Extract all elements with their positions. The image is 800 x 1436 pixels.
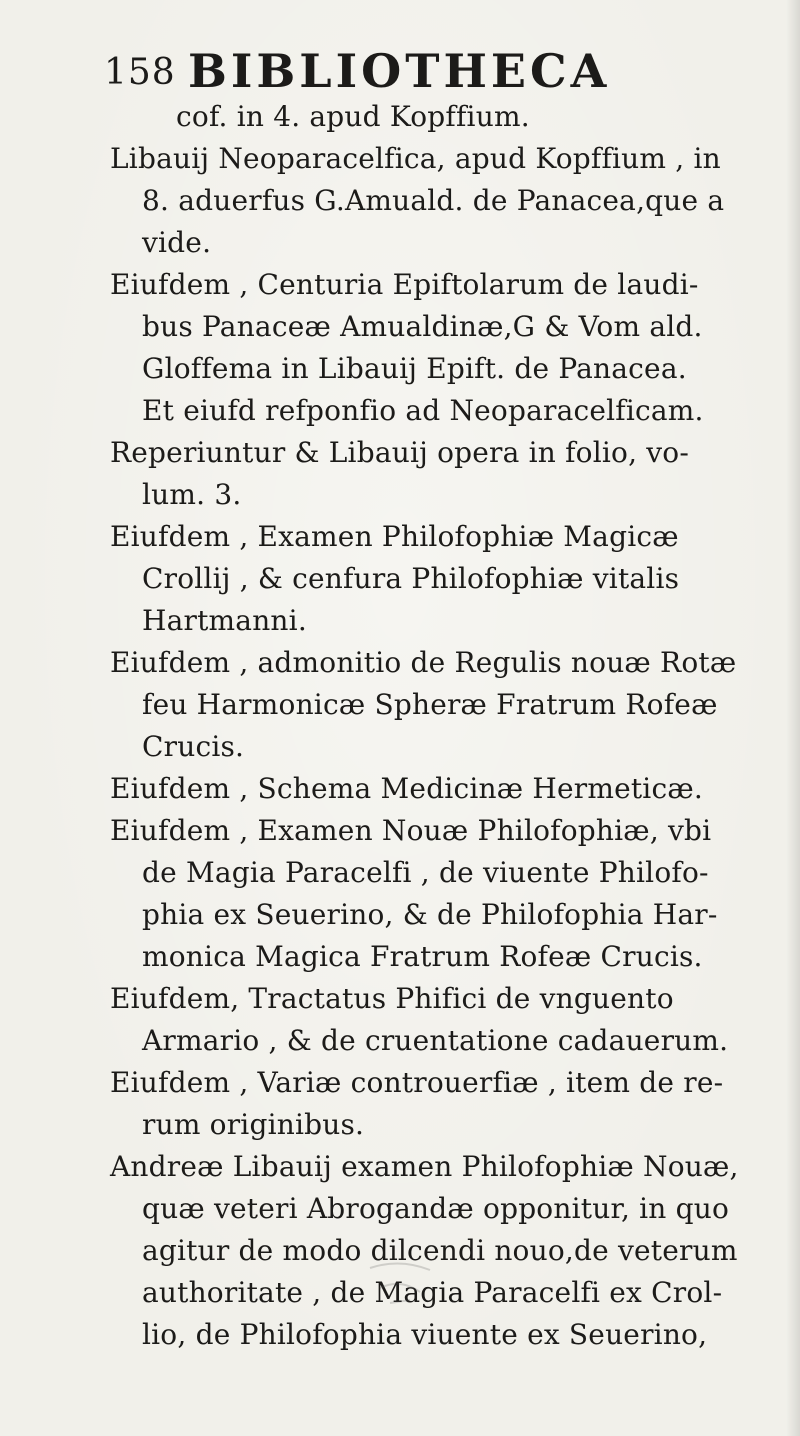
- text-line: lio, de Philofophia viuente ex Seuerino,: [142, 1318, 708, 1351]
- page-number: 158: [104, 52, 176, 93]
- print-smudge: [360, 1258, 440, 1308]
- text-line: Crucis.: [142, 730, 245, 763]
- text-line: rum originibus.: [142, 1108, 365, 1141]
- text-line: quæ veteri Abrogandæ opponitur, in quo: [142, 1192, 730, 1225]
- text-line: feu Harmonicæ Spheræ Fratrum Rofeæ: [142, 688, 718, 721]
- text-line: de Magia Paracelfi , de viuente Philofo-: [142, 856, 709, 889]
- text-line: Gloffema in Libauij Epift. de Panacea.: [142, 352, 687, 385]
- running-head: BIBLIOTHECA: [188, 44, 611, 98]
- text-line: monica Magica Fratrum Rofeæ Crucis.: [142, 940, 703, 973]
- text-line: Eiufdem , Examen Nouæ Philofophiæ, vbi: [110, 814, 712, 847]
- text-line: Eiufdem , Centuria Epiftolarum de laudi-: [110, 268, 699, 301]
- text-line: Et eiufd refponfio ad Neoparacelficam.: [142, 394, 704, 427]
- text-line: lum. 3.: [142, 478, 242, 511]
- text-line: Hartmanni.: [142, 604, 307, 637]
- text-line: vide.: [142, 226, 212, 259]
- text-line: Eiufdem , Schema Medicinæ Hermeticæ.: [110, 772, 703, 805]
- text-line: Crollij , & cenfura Philofophiæ vitalis: [142, 562, 680, 595]
- text-line: agitur de modo dilcendi nouo,de veterum: [142, 1234, 738, 1267]
- text-line: 8. aduerfus G.Amuald. de Panacea,que a: [142, 184, 725, 217]
- text-line: Eiufdem , admonitio de Regulis nouæ Rotæ: [110, 646, 737, 679]
- text-line: Reperiuntur & Libauij opera in folio, vo-: [110, 436, 690, 469]
- text-line: Eiufdem , Examen Philofophiæ Magicæ: [110, 520, 679, 553]
- text-line: Eiufdem , Variæ controuerfiæ , item de re-: [110, 1066, 724, 1099]
- text-line: Eiufdem, Tractatus Phifici de vnguento: [110, 982, 674, 1015]
- text-line: bus Panaceæ Amualdinæ,G & Vom ald.: [142, 310, 703, 343]
- text-line: authoritate , de Magia Paracelfi ex Crol-: [142, 1276, 723, 1309]
- text-line: cof. in 4. apud Kopffium.: [176, 100, 530, 133]
- text-line: Armario , & de cruentatione cadauerum.: [142, 1024, 729, 1057]
- text-line: Libauij Neoparacelfica, apud Kopffium , in: [110, 142, 721, 175]
- text-line: Andreæ Libauij examen Philofophiæ Nouæ,: [110, 1150, 739, 1183]
- text-line: phia ex Seuerino, & de Philofophia Har-: [142, 898, 718, 931]
